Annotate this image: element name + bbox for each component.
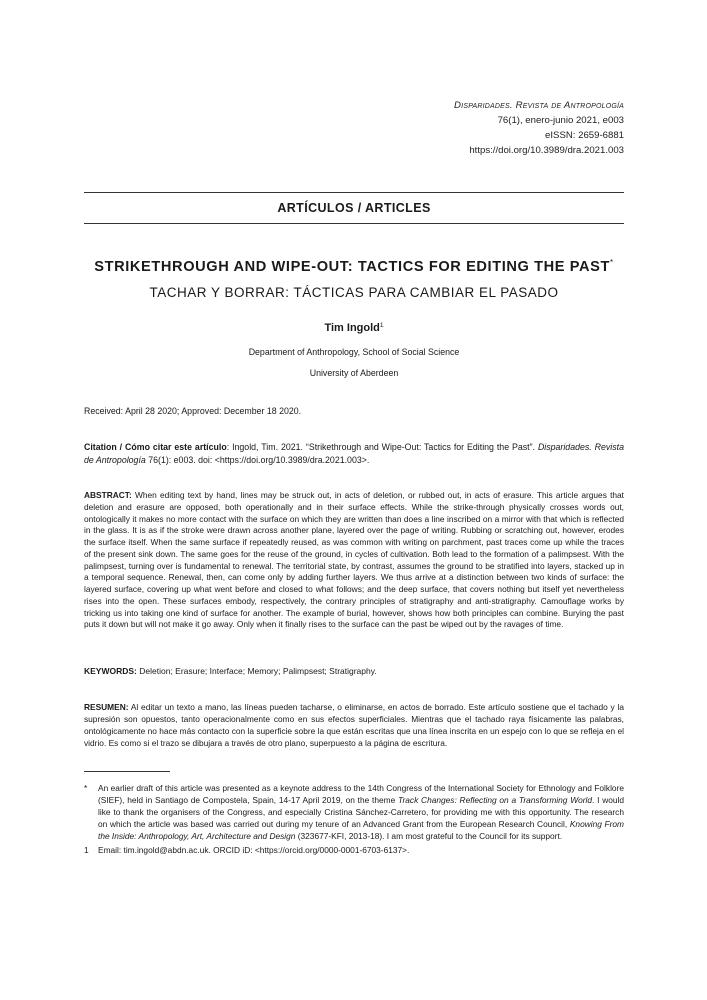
footnote-1-theme: Track Changes: Reflecting on a Transforming World (398, 794, 592, 805)
resumen-label: RESUMEN: (84, 702, 129, 712)
article-subtitle: TACHAR Y BORRAR: TÁCTICAS PARA CAMBIAR EL PASADO (149, 285, 559, 300)
abstract-label: ABSTRACT: (84, 490, 132, 500)
keywords-label: KEYWORDS: (84, 666, 137, 676)
article-title (84, 258, 624, 275)
received-dates: Received: April 28 2020; Approved: December 18 2020. (84, 406, 302, 416)
abstract-text: When editing text by hand, lines may be struck out, in acts of deletion, or rubbed out, in acts of erasure. This article argues that deletion and erasure are opposed, both operationally and in their surface effects. While the strike-through physically crosses words out, ontologically it makes no more contact with the surface on which they are written than does a line inscribed on a mirror with that which is reflected in the glass. It is as if the stroke were drawn across another plane, layered over the page of writing. Rubbing or scratching out, however, erodes the surface itself. When the same surface if repeatedly reused, as was common with writing on parchment, past traces come up while the traces of the present sink down. The same goes for the reuse of the ground, in cycles of cultivation. Both lead to the formation of a palimpsest. With the palimpsest, turning over is fundamental to renewal. The territorial state, by contrast, assumes the ground to be stratified into layers, stacked up in a temporal sequence. Renewal, then, can come only by adding further layers. We thus arrive at a distinction between two kinds of surface: the layered surface, covering up what went before and closed to what follows; and the deep surface, that covers nothing but itself yet nevertheless rises into the open. These surfaces embody, respectively, the contrary principles of stratigraphy and anti-stratigraphy. Camouflage works by tricking us into taking one kind of surface for another. The example of burial, however, shows how both principles can combine. Burying the past puts it down but will not make it go away. Only when it finally rises to the surface can the past be wiped out by the ravages of time. (84, 490, 624, 630)
author-footnote-mark[interactable]: 1 (379, 322, 384, 329)
citation-block (84, 441, 624, 467)
keywords-block (84, 666, 624, 676)
journal-issue: 76(1), enero-junio 2021, e003 (497, 115, 624, 126)
journal-name: Disparidades. Revista de Antropología (454, 100, 624, 111)
footnote-1-text-a: An earlier draft of this article was presented as a keynote address to the 14th Congress of the International Society for Ethnology and Folklore (SIEF), held in Santiago de Compostela, Spain, 14-17 April 2019, on the theme (98, 783, 624, 805)
title-footnote-mark[interactable]: * (610, 258, 614, 267)
footnote-2 (84, 845, 624, 857)
affiliation-university: University of Aberdeen (309, 368, 399, 378)
citation-label: Citation / Cómo citar este artículo (84, 442, 227, 452)
citation-text-1: : Ingold, Tim. 2021. “Strikethrough and Wipe-Out: Tactics for Editing the Past”. (226, 442, 538, 452)
footnote-1-text-c: (323677-KFI, 2013-18). I am most grateful to the Council for its support. (295, 830, 563, 841)
keywords-text: Deletion; Erasure; Interface; Memory; Palimpsest; Stratigraphy. (136, 666, 377, 676)
author-name-text: Tim Ingold (324, 322, 380, 334)
journal-eissn: eISSN: 2659-6881 (545, 130, 624, 141)
section-heading: ARTÍCULOS / ARTICLES (84, 192, 624, 224)
footnote-2-mark: 1 (84, 844, 89, 855)
footnote-1-mark: * (84, 783, 88, 793)
abstract-block (84, 490, 624, 631)
footnote-1-grant: Knowing From the Inside: Anthropology, Art, Architecture and Design (98, 818, 624, 841)
journal-header (454, 98, 624, 158)
citation-journal: Disparidades. Revista de Antropología (84, 442, 624, 465)
affiliation-department: Department of Anthropology, School of Social Science (248, 347, 460, 357)
footnote-1 (84, 783, 624, 843)
journal-doi[interactable]: https://doi.org/10.3989/dra.2021.003 (469, 145, 624, 156)
resumen-block (84, 701, 624, 749)
footnote-divider (84, 771, 170, 772)
footnote-2-text[interactable]: Email: tim.ingold@abdn.ac.uk. ORCID iD: <https://orcid.org/0000-0001-6703-6137>. (98, 844, 410, 855)
footnote-1-text-b: . I would like to thank the organisers of the Congress, and especially Cristina Sánchez-Carretero, for providing me with this opportunity. The research on which the article was based was carried out during my tenure of an Advanced Grant from the European Research Council, (98, 794, 624, 829)
author-name (84, 322, 624, 334)
resumen-text: Al editar un texto a mano, las líneas pueden tacharse, o eliminarse, en actos de borrado. Este artículo sostiene que el tachado y la supresión son opuestos, tanto operacionalmente como en sus efectos superficiales. Mientras que el tachado raya físicamente las palabras, ontológicamente no hace más contacto con la superficie sobre la que están escritas que una línea inscrita en un espejo con lo que se refleja en el vidrio. Es como si el trazo se dibujara a través de otro plano, superpuesto a la página de escritura. (84, 702, 624, 748)
footnotes (84, 783, 624, 856)
article-title-text: STRIKETHROUGH AND WIPE-OUT: TACTICS FOR EDITING THE PAST (94, 259, 610, 275)
citation-text-2[interactable]: 76(1): e003. doi: <https://doi.org/10.3989/dra.2021.003>. (145, 455, 370, 465)
